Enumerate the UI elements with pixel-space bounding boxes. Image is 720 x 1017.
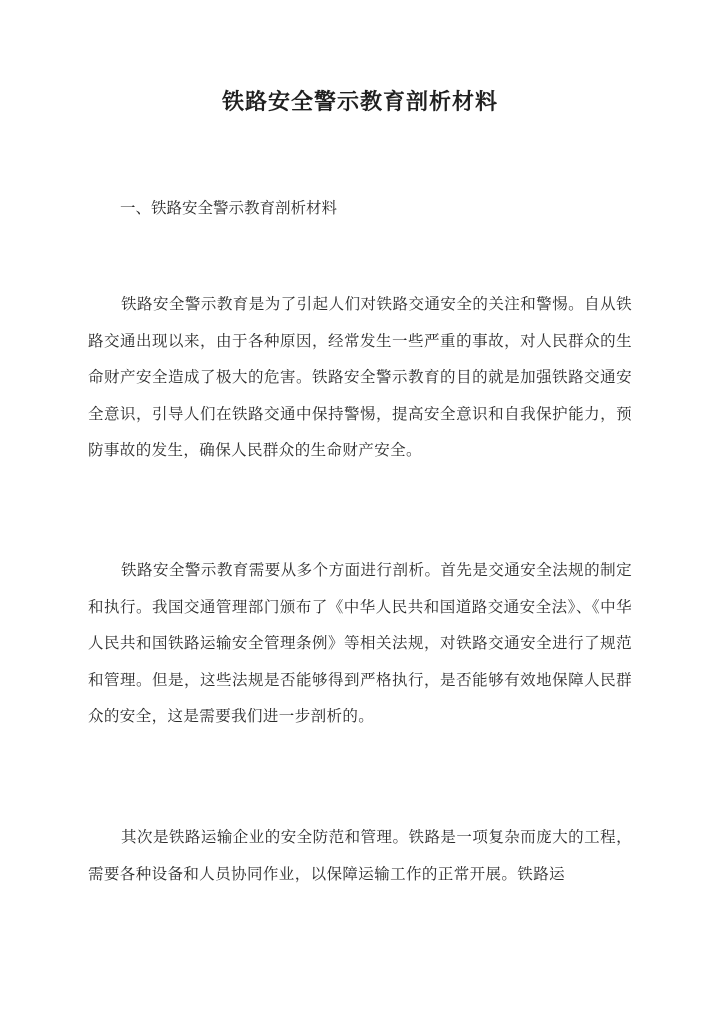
section-heading: 一、铁路安全警示教育剖析材料 — [120, 199, 338, 217]
body-paragraph-3: 其次是铁路运输企业的安全防范和管理。铁路是一项复杂而庞大的工程，需要各种设备和人员协同作业，以保障运输工作的正常开展。铁路运 — [88, 828, 632, 883]
document-title: 铁路安全警示教育剖析材料 — [221, 89, 498, 115]
body-paragraph-2: 铁路安全警示教育需要从多个方面进行剖析。首先是交通安全法规的制定和执行。我国交通管理部门颁布了《中华人民共和国道路交通安全法》、《中华人民共和国铁路运输安全管理条例》等相关法规，对铁路交通安全进行了规范和管理。但是，这些法规是否能够得到严格执行，是否能够有效地保障人民群众的安全，这是需要我们进一步剖析的。 — [88, 561, 632, 725]
body-paragraph-1: 铁路安全警示教育是为了引起人们对铁路交通安全的关注和警惕。自从铁路交通出现以来，由于各种原因，经常发生一些严重的事故，对人民群众的生命财产安全造成了极大的危害。铁路安全警示教育的目的就是加强铁路交通安全意识，引导人们在铁路交通中保持警惕，提高安全意识和自我保护能力，预防事故的发生，确保人民群众的生命财产安全。 — [88, 295, 632, 459]
